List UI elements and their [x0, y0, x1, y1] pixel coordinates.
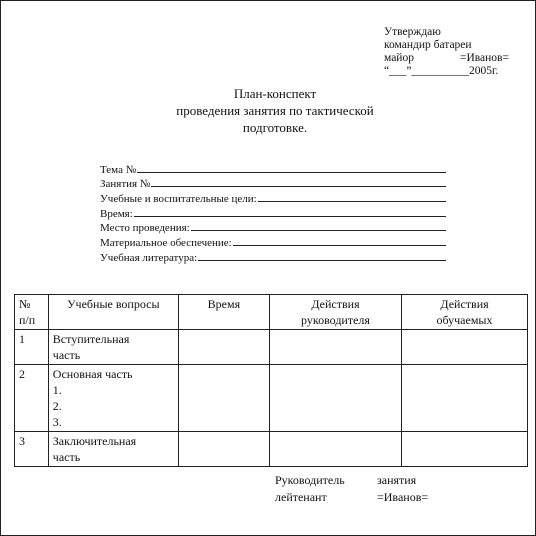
row-question: Основная часть 1. 2. 3. [48, 365, 178, 432]
row-time-cell[interactable] [178, 330, 269, 365]
row-leader-cell[interactable] [269, 432, 401, 467]
row-question: Вступительная часть [48, 330, 178, 365]
signature-line-2 [275, 489, 428, 506]
row-question: Заключительная часть [48, 432, 178, 467]
header-number: № п/п [15, 295, 49, 330]
approval-date: “___”__________2005г. [384, 65, 499, 77]
title-line-1: План-конспект [233, 86, 317, 101]
header-questions: Учебные вопросы [48, 295, 178, 330]
table-row [15, 330, 528, 365]
table-row [15, 432, 528, 467]
fill-line [134, 216, 446, 217]
fill-line [258, 201, 446, 202]
field-time: Время: [100, 205, 446, 220]
title-line-2: проведения занятия по тактической [176, 103, 374, 118]
fill-line [151, 186, 446, 187]
signature-name: =Иванов= [377, 490, 429, 504]
row-students-cell[interactable] [402, 365, 528, 432]
row-number: 3 [15, 432, 49, 467]
table-header-row [15, 295, 528, 330]
fill-line [137, 172, 446, 173]
field-goals: Учебные и воспитательные цели: [100, 190, 446, 205]
header-student-actions: Действия обучаемых [402, 295, 528, 330]
row-time-cell[interactable] [178, 365, 269, 432]
field-topic: Тема № [100, 161, 446, 176]
approval-line-3 [384, 52, 509, 65]
fill-line [233, 245, 446, 246]
field-lesson: Занятия № [100, 176, 446, 191]
signature-rank: лейтенант [275, 490, 327, 504]
table-row [15, 365, 528, 432]
fill-line [198, 260, 446, 261]
field-literature: Учебная литература: [100, 249, 446, 264]
approval-line-2: командир батареи [384, 39, 472, 51]
signature-role-2: занятия [377, 473, 417, 487]
approval-rank: майор [384, 52, 414, 64]
signature-line-1 [275, 472, 428, 489]
row-number: 2 [15, 365, 49, 432]
row-students-cell[interactable] [402, 330, 528, 365]
header-time: Время [178, 295, 269, 330]
title-line-3: подготовке. [242, 120, 308, 135]
field-materials: Материальное обеспечение: [100, 234, 446, 249]
field-place: Место проведения: [100, 220, 446, 235]
signature-role: Руководитель [275, 473, 345, 487]
row-leader-cell[interactable] [269, 330, 401, 365]
approval-block [384, 26, 509, 78]
fill-line [191, 230, 446, 231]
row-number: 1 [15, 330, 49, 365]
row-leader-cell[interactable] [269, 365, 401, 432]
row-students-cell[interactable] [402, 432, 528, 467]
lesson-plan-table [14, 294, 528, 467]
document-title [150, 85, 400, 136]
approval-name: =Иванов= [459, 52, 509, 64]
header-leader-actions: Действия руководителя [269, 295, 401, 330]
signature-block [275, 472, 428, 506]
row-time-cell[interactable] [178, 432, 269, 467]
lesson-fields [100, 161, 446, 264]
approval-line-1: Утверждаю [384, 26, 441, 38]
